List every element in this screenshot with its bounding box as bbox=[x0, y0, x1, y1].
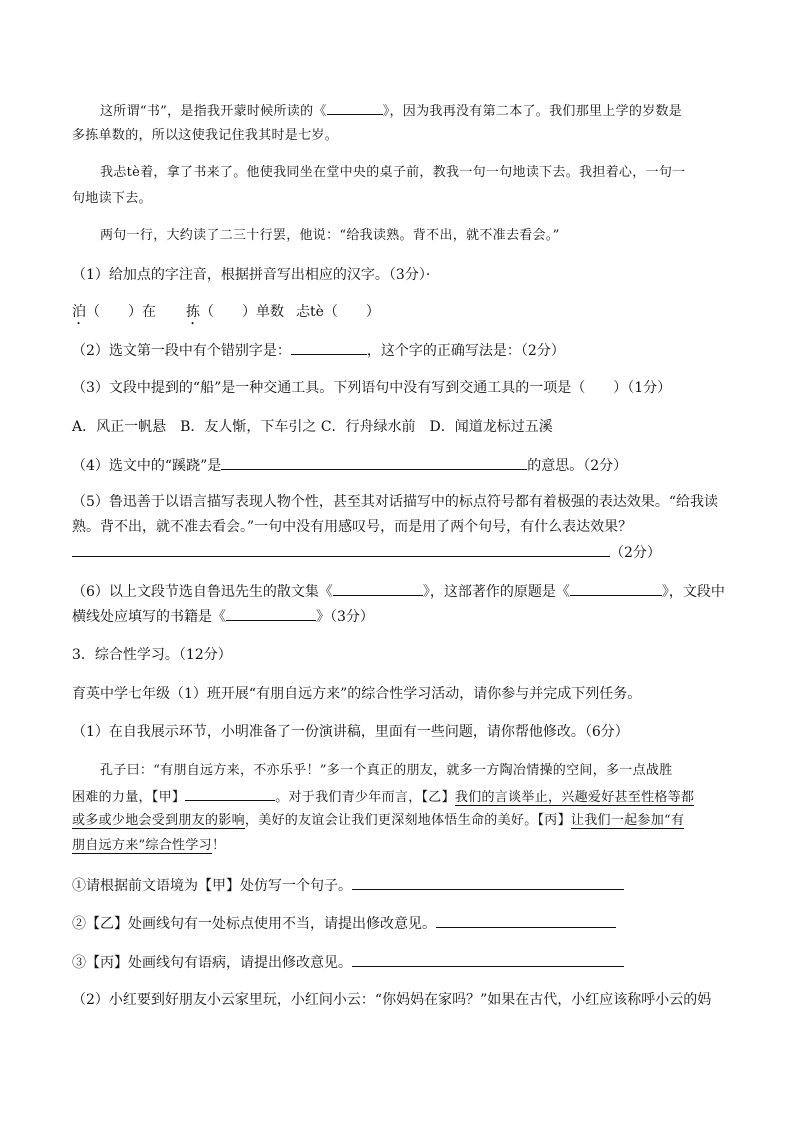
question-text: ②【乙】处画线句有一处标点使用不当，请提出修改意见。 bbox=[72, 916, 436, 932]
blank-book-title[interactable] bbox=[327, 100, 383, 115]
question-text: （3）文段中提到的“船”是一种交通工具。下列语句中没有写到交通工具的一项是（ ）（1分） bbox=[72, 380, 672, 396]
question-text: 》，这部著作的原题是《 bbox=[422, 584, 570, 600]
question-text: 熟。背不出，就不准去看会。”一句中没有用感叹号，而是用了两个句号，有什么表达效果？ bbox=[72, 519, 633, 535]
speech-text: 困难的力量，【甲】 bbox=[72, 790, 186, 805]
question-3 bbox=[72, 378, 671, 398]
section-3-intro bbox=[72, 684, 641, 704]
passage-p2-line2 bbox=[72, 189, 152, 209]
speech-text: ，美好的友谊会让我们更深刻地体悟生命的美好。【丙】 bbox=[244, 813, 571, 828]
intro-text: 育英中学七年级（1）班开展“有朋自远方来”的综合性学习活动，请你参与并完成下列任务。 bbox=[72, 686, 642, 702]
answer-line[interactable] bbox=[436, 913, 616, 928]
question-text: ③【丙】处画线句有语病，请提出修改意见。 bbox=[72, 955, 352, 971]
pinyin-word: 忐tè bbox=[296, 304, 324, 320]
passage-p1-line2 bbox=[72, 126, 338, 146]
sub-question-2 bbox=[72, 913, 616, 934]
task-2 bbox=[72, 990, 711, 1010]
passage-text: 句地读下去。 bbox=[72, 191, 152, 206]
speech-line1 bbox=[100, 761, 673, 781]
answer-blank[interactable] bbox=[226, 606, 316, 621]
passage-p3-line1 bbox=[100, 226, 560, 246]
question-text: （2）选文第一段中有个错别字是： bbox=[72, 343, 291, 359]
score-text: （2分） bbox=[610, 545, 661, 561]
question-5-answer bbox=[72, 542, 661, 563]
underlined-sentence-bing: 让我们一起参加“有 bbox=[570, 813, 685, 828]
dotted-char: 泊 bbox=[72, 304, 86, 320]
answer-paren[interactable]: （ ） bbox=[86, 304, 142, 320]
options-text[interactable]: A．风正一帆悬 B．友人惭，下车引之 C．行舟绿水前 D．闻道龙标过五溪 bbox=[72, 419, 553, 435]
speech-text: ！ bbox=[211, 838, 226, 853]
question-text: 》，文段中 bbox=[661, 584, 725, 600]
question-6-line1 bbox=[72, 581, 725, 602]
underlined-sentence-yi: 我们的言谈举止，兴趣爱好甚至性格等都 bbox=[454, 790, 695, 805]
speech-text: 。对于我们青少年而言，【乙】 bbox=[275, 790, 455, 805]
passage-p2-line1 bbox=[100, 163, 685, 183]
question-text: （1）给加点的字注音，根据拼音写出相应的汉字。（3分）· bbox=[72, 267, 431, 283]
speech-line2 bbox=[72, 786, 694, 808]
passage-text: 》，因为我再没有第二本了。我们那里上学的岁数是 bbox=[382, 104, 683, 119]
answer-paren[interactable]: （ ） bbox=[323, 304, 380, 320]
sub-question-1 bbox=[72, 875, 624, 896]
underlined-sentence-yi: 或多或少地会受到朋友的影响 bbox=[72, 813, 245, 828]
answer-line[interactable] bbox=[352, 952, 624, 967]
dotted-char: 拣 bbox=[186, 304, 200, 320]
question-text: （5）鲁迅善于以语言描写表现人物个性，甚至其对话描写中的标点符号都有着极强的表达效果。“给我读 bbox=[72, 494, 719, 510]
word-rest: 单数 bbox=[256, 304, 284, 320]
passage-text: 两句一行，大约读了二三十行罢，他说：“给我读熟。背不出，就不准去看会。” bbox=[100, 228, 560, 243]
section-title: 3．综合性学习。（12分） bbox=[72, 647, 232, 663]
question-text: 的意思。（2分） bbox=[527, 458, 628, 474]
question-1 bbox=[72, 265, 430, 285]
answer-blank[interactable] bbox=[221, 455, 527, 470]
question-text: 》（3分） bbox=[316, 609, 374, 625]
passage-text: 多拣单数的，所以这使我记住我其时是七岁。 bbox=[72, 128, 339, 143]
answer-blank[interactable] bbox=[333, 581, 423, 596]
passage-text: 我忐tè着，拿了书来了。他使我同坐在堂中央的桌子前，教我一句一句地读下去。我担着心，一句一 bbox=[100, 165, 686, 180]
speech-text: 孔子曰：“有朋自远方来，不亦乐乎！”多一个真正的朋友，就多一方陶冶情操的空间，多一点战胜 bbox=[100, 763, 673, 778]
answer-blank[interactable] bbox=[570, 581, 662, 596]
question-text: （6）以上文段节选自鲁迅先生的散文集《 bbox=[72, 584, 333, 600]
question-4 bbox=[72, 455, 627, 476]
answer-line[interactable] bbox=[352, 875, 624, 890]
question-2 bbox=[72, 340, 565, 361]
answer-paren[interactable]: （ ） bbox=[200, 304, 256, 320]
answer-blank-jia[interactable] bbox=[185, 786, 275, 801]
task-1 bbox=[72, 722, 629, 742]
question-text: ，这个字的正确写法是：（2分） bbox=[366, 343, 565, 359]
speech-line4 bbox=[72, 836, 225, 856]
question-1-items bbox=[72, 302, 380, 328]
answer-line[interactable] bbox=[72, 542, 610, 557]
underlined-sentence-bing: 朋自远方来”综合性学习 bbox=[72, 838, 212, 853]
question-3-options bbox=[72, 417, 553, 437]
passage-p1-line1 bbox=[100, 100, 682, 122]
word-rest: 在 bbox=[142, 304, 156, 320]
section-3-title bbox=[72, 645, 232, 665]
question-text: ①请根据前文语境为【甲】处仿写一个句子。 bbox=[72, 878, 352, 894]
question-5-line2 bbox=[72, 517, 632, 537]
answer-blank[interactable] bbox=[291, 340, 367, 355]
speech-line3 bbox=[72, 811, 684, 831]
question-text: （4）选文中的“蹊跷”是 bbox=[72, 458, 222, 474]
question-6-line2 bbox=[72, 606, 374, 627]
sub-question-3 bbox=[72, 952, 624, 973]
question-5-line1 bbox=[72, 492, 718, 512]
passage-text: 这所谓“书”，是指我开蒙时候所读的《 bbox=[100, 104, 327, 119]
question-text: 横线处应填写的书籍是《 bbox=[72, 609, 226, 625]
task-text: （1）在自我展示环节，小明准备了一份演讲稿，里面有一些问题，请你帮他修改。（6分） bbox=[72, 724, 629, 740]
task-text: （2）小红要到好朋友小云家里玩，小红问小云：“你妈妈在家吗？”如果在古代，小红应该称呼小云的妈 bbox=[72, 992, 712, 1008]
